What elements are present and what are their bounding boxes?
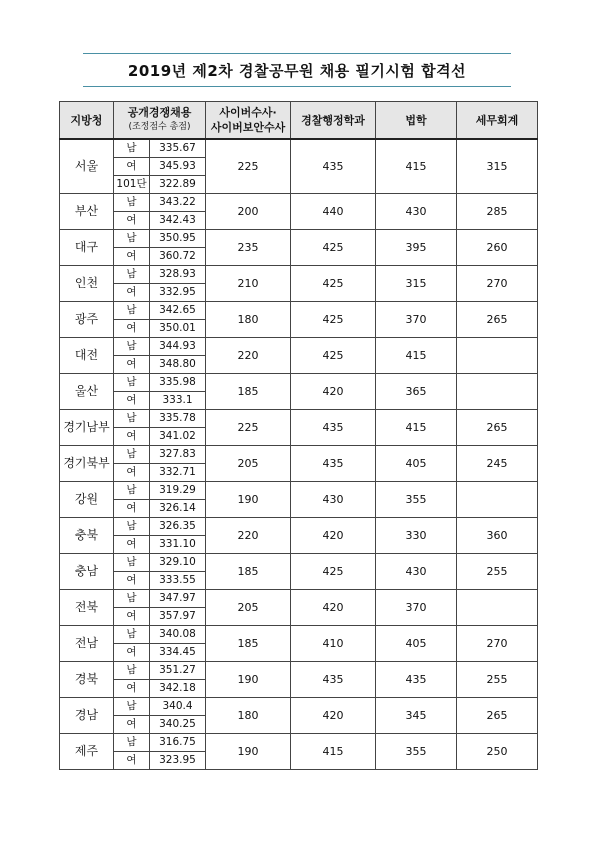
category-cell: 남 xyxy=(114,338,150,356)
header-region: 지방청 xyxy=(60,102,114,140)
cutoff-law-cell: 405 xyxy=(376,446,457,482)
cutoff-cyber-cell: 235 xyxy=(206,230,291,266)
cutoff-law-cell: 370 xyxy=(376,302,457,338)
category-cell: 여 xyxy=(114,464,150,482)
score-cell: 335.78 xyxy=(150,410,206,428)
cutoff-cyber-cell: 220 xyxy=(206,338,291,374)
score-cell: 322.89 xyxy=(150,176,206,194)
region-cell: 광주 xyxy=(60,302,114,338)
cutoff-cyber-cell: 190 xyxy=(206,734,291,770)
cutoff-cyber-cell: 190 xyxy=(206,662,291,698)
cutoff-tax-cell xyxy=(457,338,538,374)
page-title: 2019년 제2차 경찰공무원 채용 필기시험 합격선 xyxy=(127,62,467,80)
cutoff-cyber-cell: 180 xyxy=(206,698,291,734)
table-row xyxy=(60,230,538,248)
score-cell: 342.18 xyxy=(150,680,206,698)
region-cell: 전남 xyxy=(60,626,114,662)
table-row xyxy=(60,554,538,572)
category-cell: 여 xyxy=(114,680,150,698)
cutoff-law-cell: 370 xyxy=(376,590,457,626)
score-cell: 343.22 xyxy=(150,194,206,212)
cutoff-tax-cell: 250 xyxy=(457,734,538,770)
category-cell: 여 xyxy=(114,158,150,176)
header-tax: 세무회계 xyxy=(457,102,538,140)
score-cell: 332.95 xyxy=(150,284,206,302)
cutoff-tax-cell: 315 xyxy=(457,139,538,194)
table-body xyxy=(60,139,538,770)
score-cell: 316.75 xyxy=(150,734,206,752)
cutoff-tax-cell xyxy=(457,482,538,518)
cutoff-cyber-cell: 185 xyxy=(206,554,291,590)
score-cell: 328.93 xyxy=(150,266,206,284)
table-row xyxy=(60,139,538,158)
region-cell: 대전 xyxy=(60,338,114,374)
category-cell: 여 xyxy=(114,752,150,770)
cutoff-cyber-cell: 205 xyxy=(206,446,291,482)
category-cell: 여 xyxy=(114,500,150,518)
category-cell: 남 xyxy=(114,554,150,572)
cutoff-tax-cell: 270 xyxy=(457,626,538,662)
category-cell: 여 xyxy=(114,212,150,230)
score-cell: 357.97 xyxy=(150,608,206,626)
table-row xyxy=(60,662,538,680)
category-cell: 남 xyxy=(114,698,150,716)
score-cell: 340.4 xyxy=(150,698,206,716)
cutoff-law-cell: 405 xyxy=(376,626,457,662)
category-cell: 남 xyxy=(114,590,150,608)
cutoff-law-cell: 315 xyxy=(376,266,457,302)
category-cell: 여 xyxy=(114,356,150,374)
table-row xyxy=(60,518,538,536)
cutoff-cyber-cell: 205 xyxy=(206,590,291,626)
cutoff-police-admin-cell: 425 xyxy=(291,338,376,374)
cutoff-police-admin-cell: 415 xyxy=(291,734,376,770)
score-cell: 350.95 xyxy=(150,230,206,248)
cutoff-police-admin-cell: 435 xyxy=(291,410,376,446)
cutoff-tax-cell xyxy=(457,374,538,410)
cutoff-law-cell: 395 xyxy=(376,230,457,266)
region-cell: 대구 xyxy=(60,230,114,266)
category-cell: 남 xyxy=(114,518,150,536)
cutoff-police-admin-cell: 420 xyxy=(291,698,376,734)
cutoff-cyber-cell: 190 xyxy=(206,482,291,518)
category-cell: 남 xyxy=(114,266,150,284)
cutoff-police-admin-cell: 440 xyxy=(291,194,376,230)
cutoff-law-cell: 330 xyxy=(376,518,457,554)
cutoff-cyber-cell: 185 xyxy=(206,374,291,410)
cutoff-cyber-cell: 200 xyxy=(206,194,291,230)
region-cell: 충남 xyxy=(60,554,114,590)
cutoff-law-cell: 355 xyxy=(376,734,457,770)
table-row xyxy=(60,266,538,284)
cutoff-police-admin-cell: 410 xyxy=(291,626,376,662)
table-row xyxy=(60,302,538,320)
category-cell: 여 xyxy=(114,392,150,410)
cutoff-police-admin-cell: 435 xyxy=(291,139,376,194)
cutoff-police-admin-cell: 420 xyxy=(291,374,376,410)
cutoff-police-admin-cell: 425 xyxy=(291,302,376,338)
table-row xyxy=(60,734,538,752)
category-cell: 여 xyxy=(114,608,150,626)
cutoff-law-cell: 435 xyxy=(376,662,457,698)
cutoff-law-cell: 415 xyxy=(376,410,457,446)
score-cell: 335.67 xyxy=(150,139,206,158)
region-cell: 경기남부 xyxy=(60,410,114,446)
score-cell: 344.93 xyxy=(150,338,206,356)
cutoff-police-admin-cell: 435 xyxy=(291,446,376,482)
cutoff-police-admin-cell: 425 xyxy=(291,266,376,302)
score-cell: 342.65 xyxy=(150,302,206,320)
region-cell: 울산 xyxy=(60,374,114,410)
cutoff-law-cell: 415 xyxy=(376,139,457,194)
cutoff-tax-cell: 260 xyxy=(457,230,538,266)
cutoff-police-admin-cell: 425 xyxy=(291,554,376,590)
score-cell: 345.93 xyxy=(150,158,206,176)
score-cell: 334.45 xyxy=(150,644,206,662)
cutoff-police-admin-cell: 425 xyxy=(291,230,376,266)
title-rule-bottom xyxy=(83,86,511,87)
cutoff-law-cell: 430 xyxy=(376,194,457,230)
score-cell: 342.43 xyxy=(150,212,206,230)
category-cell: 남 xyxy=(114,662,150,680)
category-cell: 여 xyxy=(114,248,150,266)
header-open-sub: (조정점수 총점) xyxy=(128,122,191,132)
table-row xyxy=(60,410,538,428)
score-cell: 332.71 xyxy=(150,464,206,482)
cutoff-law-cell: 430 xyxy=(376,554,457,590)
category-cell: 101단 xyxy=(114,176,150,194)
cutoff-cyber-cell: 185 xyxy=(206,626,291,662)
region-cell: 경남 xyxy=(60,698,114,734)
table-row xyxy=(60,482,538,500)
cutoff-tax-cell: 245 xyxy=(457,446,538,482)
table-row xyxy=(60,626,538,644)
cutoff-tax-cell: 270 xyxy=(457,266,538,302)
category-cell: 남 xyxy=(114,194,150,212)
cutoff-tax-cell: 255 xyxy=(457,554,538,590)
category-cell: 남 xyxy=(114,139,150,158)
region-cell: 서울 xyxy=(60,139,114,194)
cutoff-police-admin-cell: 420 xyxy=(291,590,376,626)
category-cell: 남 xyxy=(114,230,150,248)
table-row xyxy=(60,590,538,608)
cutoff-table xyxy=(59,101,538,770)
title-rule-top xyxy=(83,53,511,54)
category-cell: 남 xyxy=(114,410,150,428)
score-cell: 350.01 xyxy=(150,320,206,338)
cutoff-cyber-cell: 210 xyxy=(206,266,291,302)
category-cell: 남 xyxy=(114,302,150,320)
region-cell: 충북 xyxy=(60,518,114,554)
cutoff-cyber-cell: 225 xyxy=(206,410,291,446)
category-cell: 남 xyxy=(114,734,150,752)
category-cell: 남 xyxy=(114,446,150,464)
header-law: 법학 xyxy=(376,102,457,140)
score-cell: 323.95 xyxy=(150,752,206,770)
score-cell: 319.29 xyxy=(150,482,206,500)
score-cell: 327.83 xyxy=(150,446,206,464)
score-cell: 326.35 xyxy=(150,518,206,536)
region-cell: 강원 xyxy=(60,482,114,518)
category-cell: 여 xyxy=(114,572,150,590)
cutoff-tax-cell: 255 xyxy=(457,662,538,698)
score-cell: 335.98 xyxy=(150,374,206,392)
score-cell: 326.14 xyxy=(150,500,206,518)
region-cell: 전북 xyxy=(60,590,114,626)
table-row xyxy=(60,698,538,716)
category-cell: 남 xyxy=(114,626,150,644)
category-cell: 남 xyxy=(114,374,150,392)
cutoff-cyber-cell: 225 xyxy=(206,139,291,194)
region-cell: 제주 xyxy=(60,734,114,770)
category-cell: 여 xyxy=(114,428,150,446)
region-cell: 경기북부 xyxy=(60,446,114,482)
cutoff-law-cell: 365 xyxy=(376,374,457,410)
category-cell: 여 xyxy=(114,716,150,734)
region-cell: 경북 xyxy=(60,662,114,698)
region-cell: 인천 xyxy=(60,266,114,302)
cutoff-tax-cell: 265 xyxy=(457,302,538,338)
score-cell: 340.25 xyxy=(150,716,206,734)
table-row xyxy=(60,338,538,356)
cutoff-police-admin-cell: 420 xyxy=(291,518,376,554)
table-header-row xyxy=(60,102,538,140)
score-cell: 331.10 xyxy=(150,536,206,554)
score-cell: 360.72 xyxy=(150,248,206,266)
header-cyber: 사이버수사· 사이버보안수사 xyxy=(206,102,291,140)
category-cell: 여 xyxy=(114,284,150,302)
cutoff-law-cell: 345 xyxy=(376,698,457,734)
header-open-recruitment: 공개경쟁채용 (조정점수 총점) xyxy=(114,102,206,140)
cutoff-tax-cell: 265 xyxy=(457,698,538,734)
score-cell: 333.1 xyxy=(150,392,206,410)
header-police-admin: 경찰행정학과 xyxy=(291,102,376,140)
cutoff-police-admin-cell: 435 xyxy=(291,662,376,698)
cutoff-tax-cell xyxy=(457,590,538,626)
cutoff-tax-cell: 265 xyxy=(457,410,538,446)
category-cell: 여 xyxy=(114,320,150,338)
score-cell: 340.08 xyxy=(150,626,206,644)
cutoff-law-cell: 355 xyxy=(376,482,457,518)
table-row xyxy=(60,194,538,212)
table-row xyxy=(60,374,538,392)
cutoff-tax-cell: 285 xyxy=(457,194,538,230)
cutoff-tax-cell: 360 xyxy=(457,518,538,554)
score-cell: 329.10 xyxy=(150,554,206,572)
score-cell: 333.55 xyxy=(150,572,206,590)
category-cell: 여 xyxy=(114,644,150,662)
score-cell: 351.27 xyxy=(150,662,206,680)
cutoff-police-admin-cell: 430 xyxy=(291,482,376,518)
cutoff-cyber-cell: 220 xyxy=(206,518,291,554)
score-cell: 341.02 xyxy=(150,428,206,446)
region-cell: 부산 xyxy=(60,194,114,230)
cutoff-cyber-cell: 180 xyxy=(206,302,291,338)
score-cell: 348.80 xyxy=(150,356,206,374)
category-cell: 여 xyxy=(114,536,150,554)
table-row xyxy=(60,446,538,464)
score-cell: 347.97 xyxy=(150,590,206,608)
category-cell: 남 xyxy=(114,482,150,500)
cutoff-law-cell: 415 xyxy=(376,338,457,374)
